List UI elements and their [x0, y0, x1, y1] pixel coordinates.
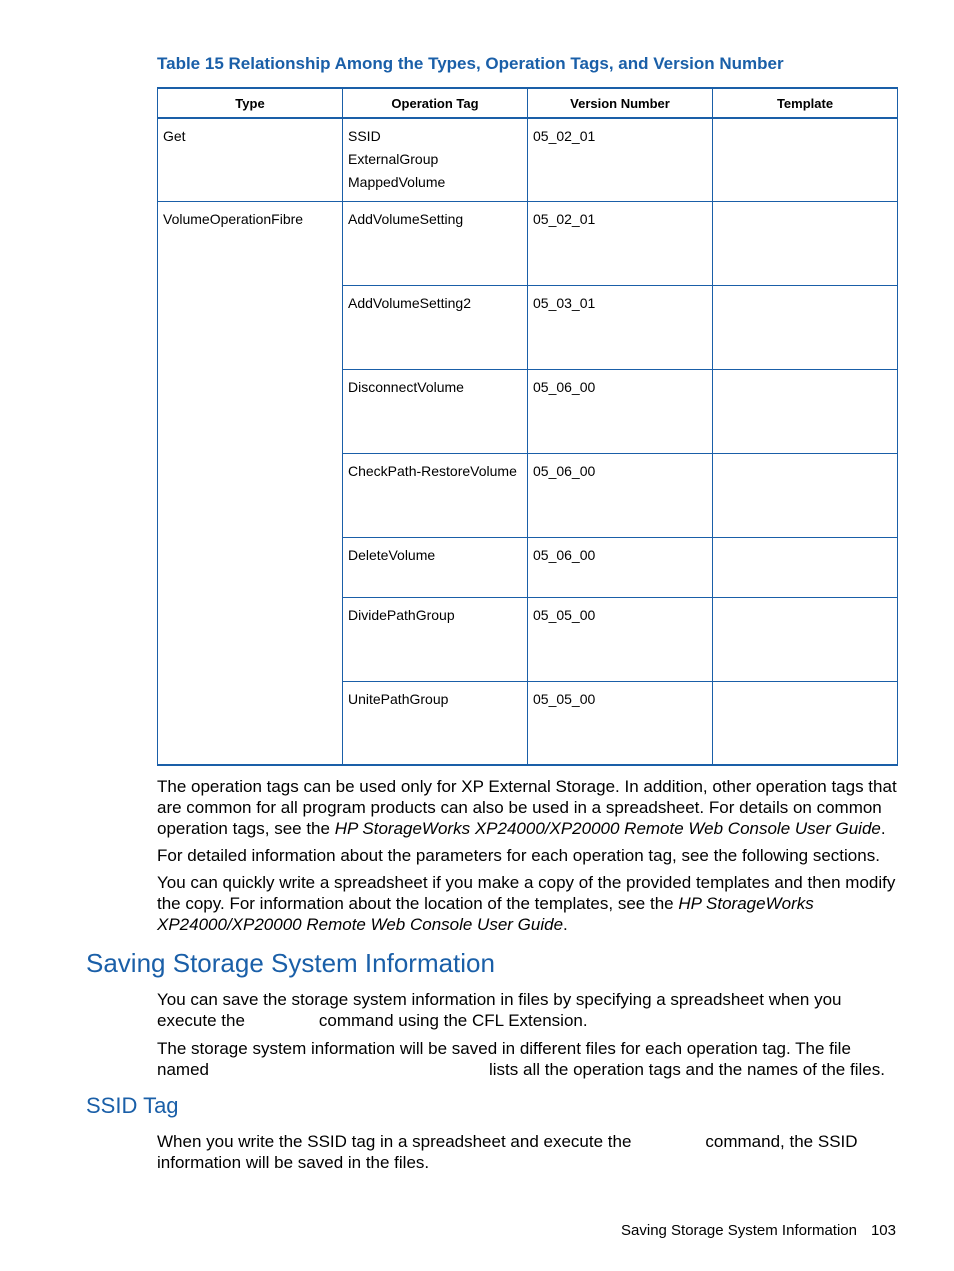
body-paragraph: [157, 776, 897, 839]
paragraph-end: .: [563, 915, 568, 934]
template-cell: [713, 285, 898, 369]
operation-tag-cell: AddVolumeSetting2: [343, 285, 528, 369]
operation-tag-cell: CheckPath-RestoreVolume: [343, 453, 528, 537]
body-paragraph: For detailed information about the parameters for each operation tag, see the following sections.: [157, 846, 880, 865]
section-heading: Saving Storage System Information: [86, 948, 495, 978]
template-cell: [713, 118, 898, 201]
template-cell: [713, 201, 898, 285]
paragraph-text: When you write the SSID tag in a spreadsheet and execute the: [157, 1132, 632, 1151]
paragraph-text: command using the CFL Extension.: [318, 1011, 588, 1030]
document-reference: HP StorageWorks XP24000/XP20000 Remote Web Console User Guide: [334, 819, 881, 838]
body-paragraph: [157, 1038, 897, 1080]
footer-title: Saving Storage System Information: [621, 1222, 857, 1239]
body-paragraph: [157, 989, 897, 1031]
operation-tag-cell: DeleteVolume: [343, 537, 528, 597]
type-cell: Get: [158, 118, 343, 201]
type-cell: VolumeOperationFibre: [158, 201, 343, 765]
subsection-heading: SSID Tag: [86, 1093, 179, 1118]
page-footer: [621, 1222, 896, 1239]
version-cell: 05_05_00: [528, 597, 713, 681]
paragraph-end: .: [880, 819, 886, 838]
table-header-row: [158, 88, 898, 118]
version-cell: 05_02_01: [528, 118, 713, 201]
operation-tag-cell: AddVolumeSetting: [343, 201, 528, 285]
operation-tag-table: [157, 87, 898, 766]
version-cell: 05_06_00: [528, 537, 713, 597]
paragraph-text: You can quickly write a spreadsheet if you make a copy of the provided templates and then modify the copy. For information about the location of the templates, see the: [157, 873, 896, 913]
operation-tag-cell: DisconnectVolume: [343, 369, 528, 453]
paragraph-text: You can save the storage system information in files by specifying a spreadsheet when you execute the: [157, 990, 842, 1030]
header-template: Template: [713, 88, 898, 118]
operation-tag-cell: DividePathGroup: [343, 597, 528, 681]
version-cell: 05_06_00: [528, 453, 713, 537]
template-cell: [713, 537, 898, 597]
version-cell: 05_02_01: [528, 201, 713, 285]
body-paragraph: [157, 1131, 897, 1173]
table-row: [158, 118, 898, 201]
paragraph-text: lists all the operation tags and the names of the files.: [488, 1060, 885, 1079]
table-caption: Table 15 Relationship Among the Types, Operation Tags, and Version Number: [157, 54, 784, 73]
template-cell: [713, 681, 898, 765]
operation-tag: ExternalGroup: [348, 151, 439, 167]
page-number: 103: [870, 1222, 896, 1239]
table-row: [158, 201, 898, 285]
header-type: Type: [158, 88, 343, 118]
template-cell: [713, 453, 898, 537]
body-paragraph: [157, 872, 897, 935]
header-operation-tag: Operation Tag: [343, 88, 528, 118]
paragraph-text: The storage system information will be saved in different files for each operation tag. The file named: [157, 1039, 851, 1079]
template-cell: [713, 369, 898, 453]
operation-tag: SSID: [348, 128, 381, 144]
paragraph-text: command, the SSID information will be saved in the files.: [157, 1132, 858, 1172]
operation-tag-cell: [343, 118, 528, 201]
document-reference: HP StorageWorks XP24000/XP20000 Remote Web Console User Guide: [157, 894, 814, 934]
operation-tag: MappedVolume: [348, 174, 446, 190]
operation-tag-cell: UnitePathGroup: [343, 681, 528, 765]
header-version-number: Version Number: [528, 88, 713, 118]
version-cell: 05_03_01: [528, 285, 713, 369]
template-cell: [713, 597, 898, 681]
paragraph-text: The operation tags can be used only for XP External Storage. In addition, other operation tags that are common for all program products can also be used in a spreadsheet. For details on common operation tags, see the: [157, 777, 897, 838]
version-cell: 05_06_00: [528, 369, 713, 453]
version-cell: 05_05_00: [528, 681, 713, 765]
